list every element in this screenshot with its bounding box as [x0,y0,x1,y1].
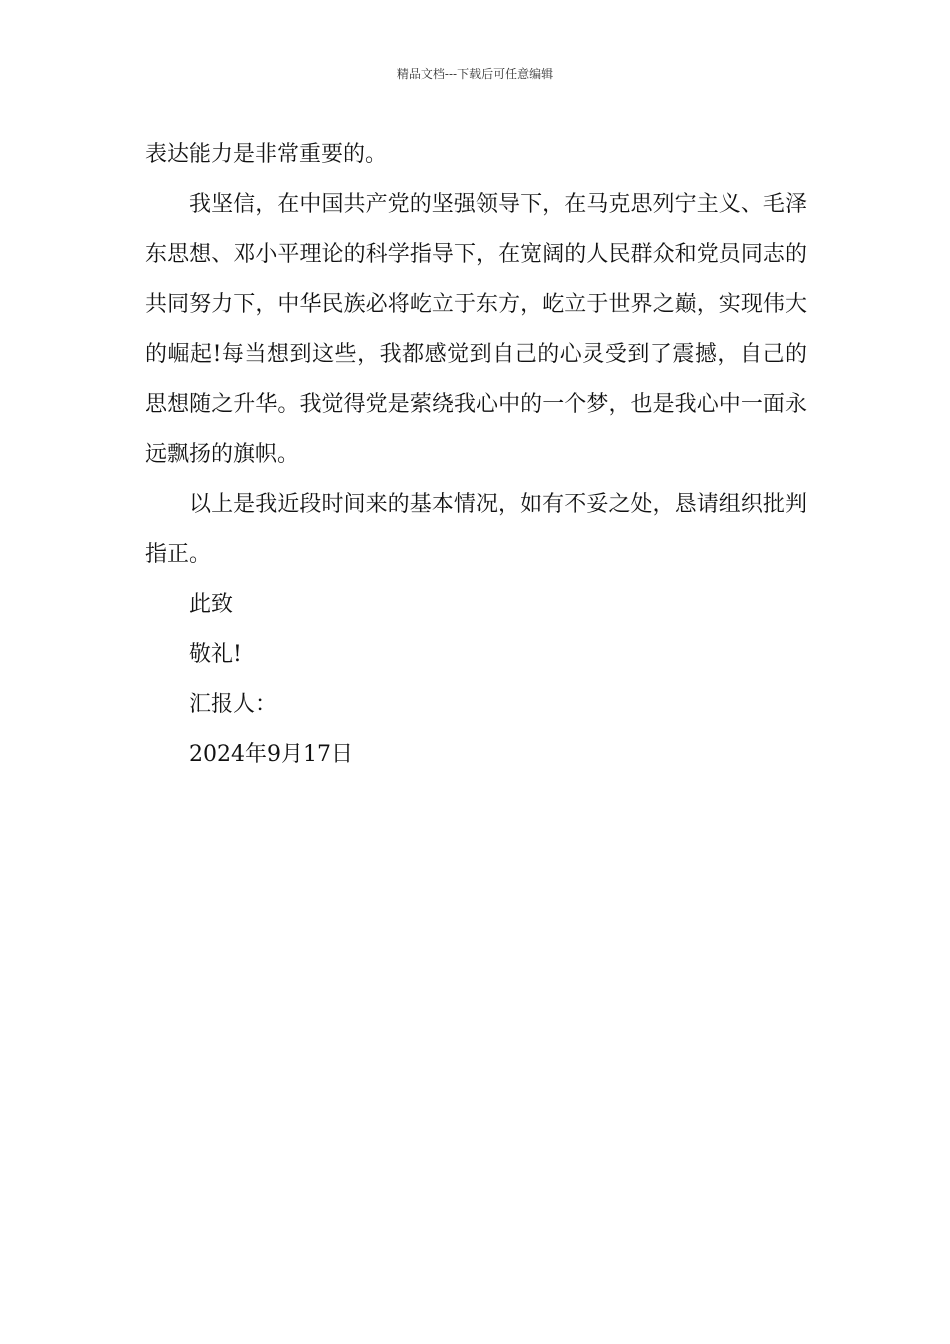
paragraph-belief: 我坚信，在中国共产党的坚强领导下，在马克思列宁主义、毛泽东思想、邓小平理论的科学指导下，在宽阔的人民群众和党员同志的共同努力下，中华民族必将屹立于东方，屹立于世界之巅，实现伟大的崛起!每当想到这些，我都感觉到自己的心灵受到了震撼，自己的思想随之升华。我觉得党是萦绕我心中的一个梦，也是我心中一面永远飘扬的旗帜。 [145,192,807,467]
paragraph-conclusion: 以上是我近段时间来的基本情况，如有不妥之处，恳请组织批判指正。 [145,492,807,567]
page-header: 精品文档---下载后可任意编辑 [396,67,554,81]
reporter-label: 汇报人： [189,692,278,717]
report-date: 2024年9月17日 [189,742,353,767]
closing-salutation: 此致 [189,592,234,617]
paragraph-continuation: 表达能力是非常重要的。 [145,142,388,167]
closing-regards: 敬礼! [189,642,242,667]
document-body [145,130,807,780]
